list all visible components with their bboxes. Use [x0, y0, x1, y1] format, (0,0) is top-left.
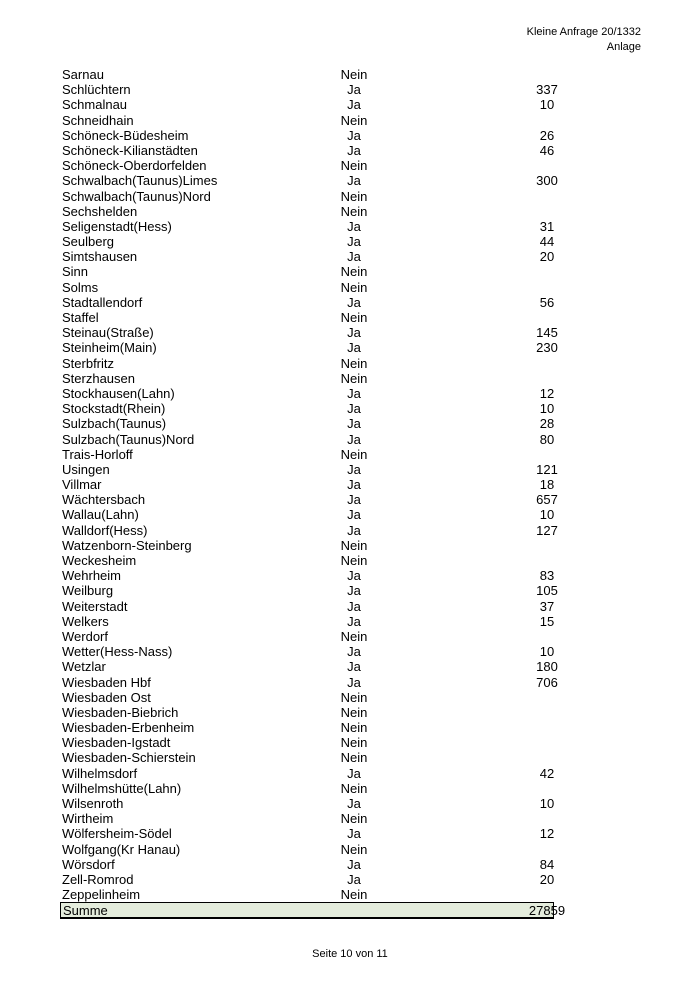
station-name: Steinheim(Main) [62, 340, 157, 356]
station-name: Sinn [62, 264, 89, 280]
station-flag: Ja [347, 492, 361, 508]
table-row [60, 705, 554, 720]
station-count: 20 [539, 871, 555, 887]
station-table [60, 67, 566, 919]
station-count: 42 [539, 765, 555, 781]
station-count: 230 [536, 340, 558, 356]
station-name: Schöneck-Kilianstädten [62, 142, 198, 158]
station-flag: Nein [340, 310, 368, 325]
table-row [60, 492, 558, 508]
station-name: Sterzhausen [62, 370, 135, 386]
station-name: Watzenborn-Steinberg [62, 537, 192, 553]
station-count: 46 [539, 142, 555, 158]
station-flag: Ja [347, 218, 361, 234]
station-flag: Nein [340, 112, 368, 128]
station-name: Stockhausen(Lahn) [62, 385, 175, 401]
station-count: 12 [539, 385, 555, 401]
station-count: 26 [539, 127, 555, 143]
table-row [60, 507, 554, 522]
table-row [60, 796, 554, 811]
station-flag: Ja [347, 142, 361, 158]
station-flag: Ja [347, 796, 361, 811]
station-flag: Ja [347, 598, 361, 614]
station-count: 15 [539, 613, 555, 629]
station-flag: Nein [340, 720, 368, 736]
station-name: Wiesbaden-Igstadt [62, 735, 171, 751]
station-flag: Ja [347, 234, 361, 250]
station-count: 127 [536, 522, 558, 538]
station-count: 80 [539, 431, 555, 447]
table-row [60, 128, 554, 143]
table-row [60, 401, 554, 416]
station-flag: Ja [347, 477, 361, 493]
station-count: 180 [536, 659, 558, 675]
table-row [60, 568, 554, 583]
station-flag: Ja [347, 583, 361, 599]
station-name: Schöneck-Büdesheim [62, 127, 189, 143]
station-flag: Ja [347, 461, 361, 477]
station-name: Villmar [62, 477, 102, 493]
station-flag: Nein [340, 370, 368, 386]
table-row [60, 720, 554, 735]
table-row [60, 264, 554, 279]
station-count: 337 [536, 82, 558, 98]
station-name: Wiesbaden Hbf [62, 674, 151, 690]
station-count: 20 [539, 249, 555, 265]
table-row [60, 674, 558, 690]
table-row [60, 583, 558, 599]
station-flag: Ja [347, 568, 361, 584]
table-row [60, 447, 554, 462]
station-flag: Nein [340, 811, 368, 827]
station-name: Wetzlar [62, 659, 106, 675]
station-flag: Ja [347, 507, 361, 523]
station-name: Zell-Romrod [62, 871, 134, 887]
station-count: 12 [539, 826, 555, 842]
station-name: Wetter(Hess-Nass) [62, 644, 173, 660]
station-name: Steinau(Straße) [62, 325, 154, 341]
station-count: 300 [536, 173, 558, 189]
table-row [60, 644, 554, 659]
station-count: 84 [539, 856, 555, 872]
sum-row [60, 902, 566, 919]
station-name: Simtshausen [62, 249, 138, 265]
station-name: Weckesheim [62, 553, 137, 568]
table-row [60, 204, 554, 219]
station-flag: Ja [347, 82, 361, 98]
sum-value: 27859 [528, 903, 566, 919]
table-row [60, 522, 558, 538]
table-row [60, 766, 554, 781]
table-row [60, 614, 554, 629]
station-flag: Nein [340, 537, 368, 553]
station-name: Stockstadt(Rhein) [62, 401, 166, 417]
station-count: 10 [539, 97, 555, 113]
station-flag: Nein [340, 355, 368, 371]
station-name: Usingen [62, 461, 110, 477]
station-name: Sulzbach(Taunus)Nord [62, 431, 195, 447]
table-row [60, 340, 558, 356]
station-flag: Nein [340, 780, 368, 796]
table-row [60, 97, 554, 112]
station-flag: Ja [347, 294, 361, 310]
table-row [60, 690, 554, 705]
station-count: 105 [536, 583, 558, 599]
station-name: Schmalnau [62, 97, 128, 113]
station-count: 18 [539, 477, 555, 493]
table-row [60, 310, 554, 325]
sum-label: Summe [63, 903, 108, 919]
table-row [60, 461, 558, 477]
station-flag: Nein [340, 446, 368, 462]
station-flag: Ja [347, 659, 361, 675]
table-row [60, 371, 554, 386]
station-count: 31 [539, 218, 555, 234]
table-row [60, 249, 554, 264]
station-name: Schöneck-Oberdorfelden [62, 158, 207, 174]
table-row [60, 386, 554, 401]
station-flag: Nein [340, 279, 368, 295]
table-row [60, 189, 554, 204]
header-reference: Kleine Anfrage 20/1332 [526, 26, 641, 38]
station-name: Wirtheim [62, 811, 114, 827]
station-flag: Nein [340, 887, 368, 903]
table-row [60, 67, 554, 82]
table-row [60, 887, 554, 902]
table-row [60, 219, 554, 234]
station-count: 10 [539, 796, 555, 811]
station-name: Wiesbaden-Biebrich [62, 704, 179, 720]
station-name: Wilhelmsdorf [62, 765, 138, 781]
station-flag: Ja [347, 431, 361, 447]
station-flag: Ja [347, 127, 361, 143]
station-name: Welkers [62, 613, 109, 629]
table-row [60, 113, 554, 128]
table-row [60, 280, 554, 295]
station-name: Wiesbaden-Schierstein [62, 750, 196, 766]
table-row [60, 599, 554, 614]
table-row [60, 432, 554, 447]
table-row [60, 82, 558, 98]
station-count: 706 [536, 674, 558, 690]
table-row [60, 234, 554, 249]
station-name: Werdorf [62, 628, 108, 644]
station-flag: Ja [347, 613, 361, 629]
station-flag: Nein [340, 188, 368, 204]
table-row [60, 295, 554, 310]
table-row [60, 872, 554, 887]
page-number: Seite 10 von 11 [312, 948, 388, 960]
station-count: 657 [536, 492, 558, 508]
header-attachment-label: Anlage [606, 41, 641, 53]
station-name: Sarnau [62, 67, 104, 82]
station-name: Schwalbach(Taunus)Nord [62, 188, 211, 204]
station-count: 121 [536, 461, 558, 477]
station-flag: Ja [347, 325, 361, 341]
station-name: Wiesbaden Ost [62, 689, 151, 705]
station-flag: Nein [340, 841, 368, 857]
station-count: 10 [539, 507, 555, 523]
table-row [60, 811, 554, 826]
station-name: Wolfgang(Kr Hanau) [62, 841, 181, 857]
table-row [60, 416, 554, 431]
station-count: 28 [539, 416, 555, 432]
station-name: Staffel [62, 310, 99, 325]
station-count: 145 [536, 325, 558, 341]
table-row [60, 659, 558, 675]
table-row [60, 356, 554, 371]
table-row [60, 325, 558, 341]
station-flag: Ja [347, 173, 361, 189]
station-count: 83 [539, 568, 555, 584]
station-name: Wilsenroth [62, 796, 124, 811]
station-name: Walldorf(Hess) [62, 522, 148, 538]
station-flag: Nein [340, 264, 368, 280]
station-name: Wallau(Lahn) [62, 507, 139, 523]
station-name: Solms [62, 279, 99, 295]
station-name: Weiterstadt [62, 598, 128, 614]
station-flag: Nein [340, 67, 368, 82]
table-row [60, 826, 554, 841]
station-name: Wächtersbach [62, 492, 146, 508]
station-flag: Ja [347, 522, 361, 538]
table-row [60, 538, 554, 553]
table-row [60, 143, 554, 158]
station-name: Zeppelinheim [62, 887, 141, 903]
table-row [60, 750, 554, 765]
station-flag: Ja [347, 856, 361, 872]
station-count: 44 [539, 234, 555, 250]
station-name: Weilburg [62, 583, 114, 599]
station-name: Wölfersheim-Södel [62, 826, 172, 842]
station-flag: Ja [347, 97, 361, 113]
station-flag: Ja [347, 674, 361, 690]
table-row [60, 173, 558, 189]
table-row [60, 735, 554, 750]
station-name: Wiesbaden-Erbenheim [62, 720, 195, 736]
station-flag: Ja [347, 401, 361, 417]
station-name: Stadtallendorf [62, 294, 143, 310]
station-flag: Ja [347, 826, 361, 842]
table-body [60, 67, 558, 903]
station-flag: Ja [347, 871, 361, 887]
station-flag: Nein [340, 553, 368, 568]
station-count: 56 [539, 294, 555, 310]
document-header [527, 25, 641, 55]
table-row [60, 842, 554, 857]
table-row [60, 477, 554, 492]
station-name: Trais-Horloff [62, 446, 133, 462]
station-flag: Ja [347, 385, 361, 401]
station-count: 37 [539, 598, 555, 614]
station-name: Wehrheim [62, 568, 122, 584]
table-row [60, 553, 554, 568]
station-flag: Ja [347, 416, 361, 432]
station-flag: Nein [340, 158, 368, 174]
station-name: Schlüchtern [62, 82, 131, 98]
station-flag: Nein [340, 735, 368, 751]
table-row [60, 781, 554, 796]
station-flag: Nein [340, 628, 368, 644]
table-row [60, 857, 554, 872]
station-count: 10 [539, 644, 555, 660]
table-row [60, 158, 554, 173]
station-name: Sterbfritz [62, 355, 115, 371]
station-name: Wörsdorf [62, 856, 115, 872]
station-count: 10 [539, 401, 555, 417]
station-flag: Nein [340, 704, 368, 720]
station-name: Seligenstadt(Hess) [62, 218, 172, 234]
station-flag: Ja [347, 644, 361, 660]
station-flag: Ja [347, 765, 361, 781]
station-flag: Ja [347, 340, 361, 356]
station-name: Schneidhain [62, 112, 134, 128]
station-name: Schwalbach(Taunus)Limes [62, 173, 218, 189]
station-name: Sulzbach(Taunus) [62, 416, 167, 432]
station-flag: Nein [340, 689, 368, 705]
station-name: Seulberg [62, 234, 115, 250]
station-flag: Nein [340, 750, 368, 766]
station-name: Sechshelden [62, 203, 138, 219]
station-name: Wilhelmshütte(Lahn) [62, 780, 182, 796]
table-row [60, 629, 554, 644]
station-flag: Nein [340, 203, 368, 219]
station-flag: Ja [347, 249, 361, 265]
